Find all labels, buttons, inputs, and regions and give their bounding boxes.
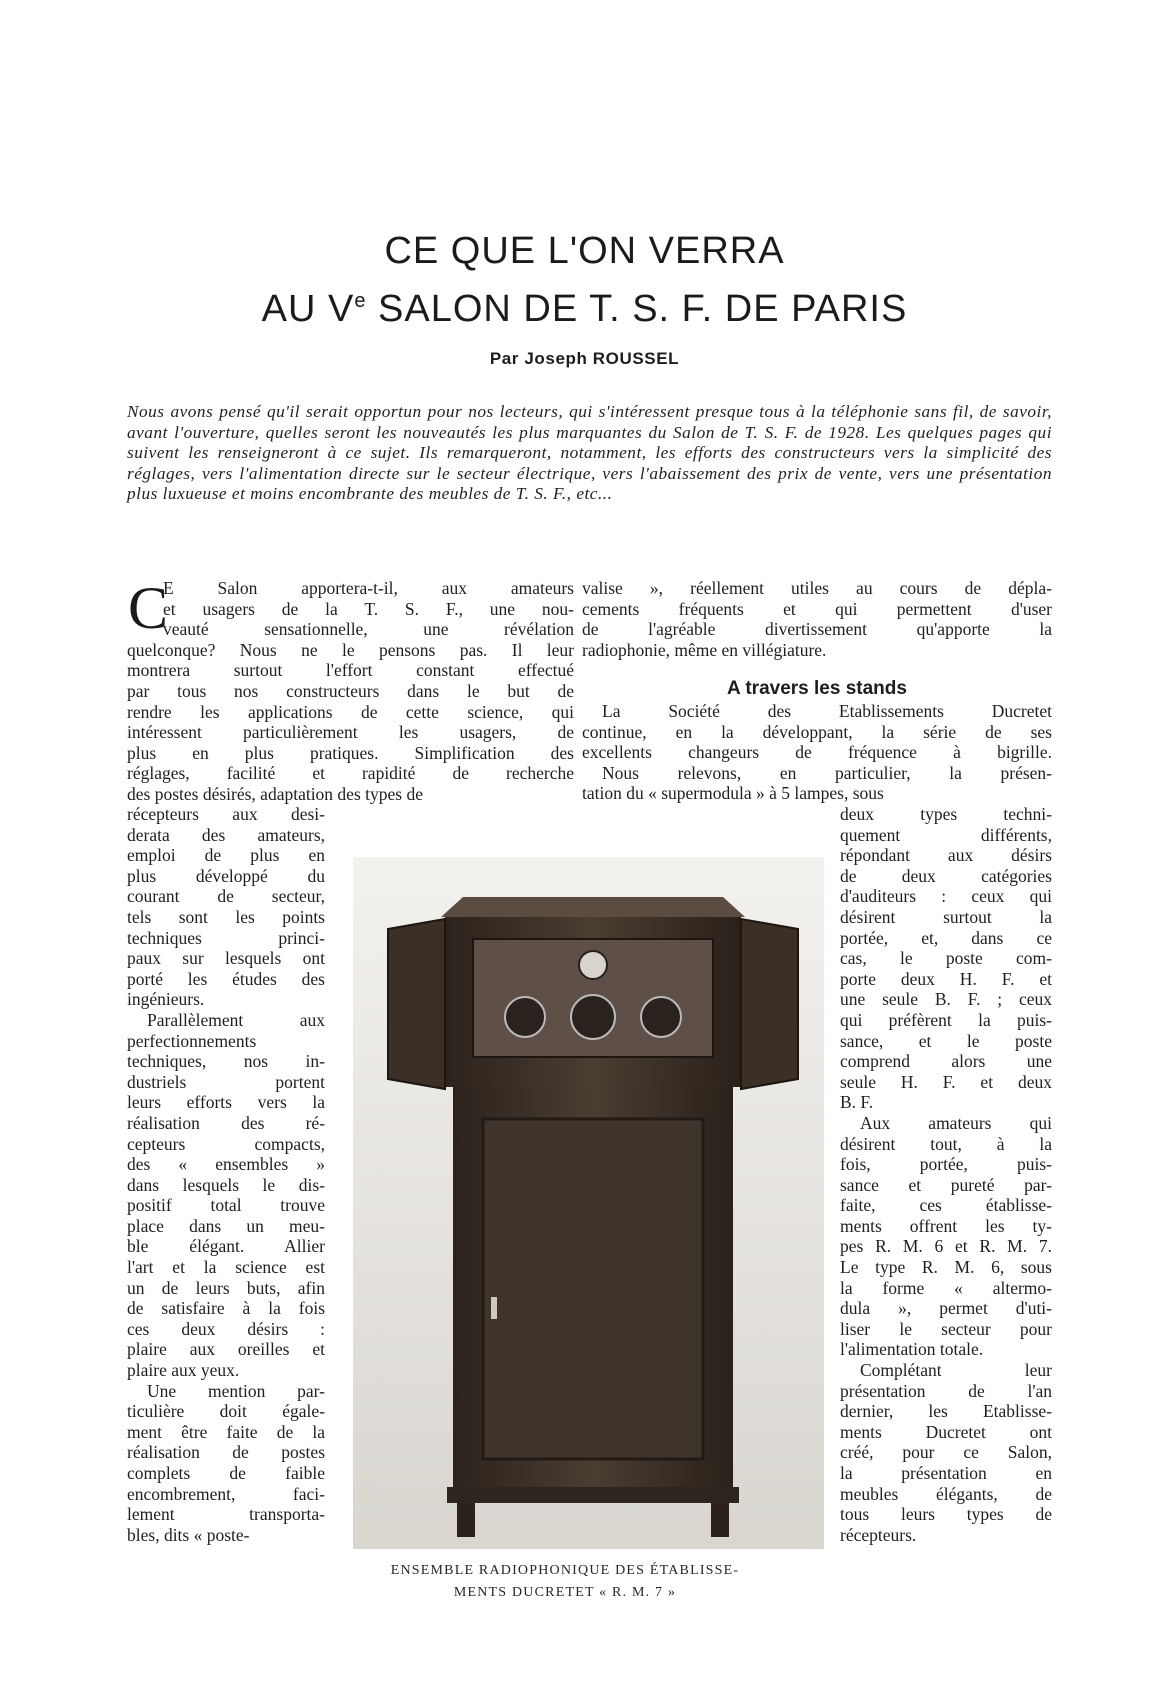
door-handle-icon <box>491 1297 497 1319</box>
text-line: tation du « supermodula » à 5 lampes, sous <box>582 783 884 804</box>
text-line: Aux amateurs qui <box>860 1112 1052 1133</box>
text-line: rendre les applications de cette science, qui <box>127 701 574 722</box>
text-line: techniques princi- <box>127 927 325 948</box>
cabinet-right-leg <box>711 1503 729 1537</box>
text-line: veauté sensationnelle, une révélation <box>163 619 574 640</box>
text-line: des postes désirés, adaptation des types de <box>127 783 423 804</box>
caption-line-1: ENSEMBLE RADIOPHONIQUE DES ÉTABLISSE- <box>390 1563 740 1578</box>
text-line: répondant aux désirs <box>840 845 1052 866</box>
text-line: continue, en la développant, la série de ses <box>582 721 1052 742</box>
intro-paragraph: Nous avons pensé qu'il serait opportun pour nos lecteurs, qui s'intéressent presque tous à la téléphonie sans fil, de savoir, avant l'ouverture, quelles seront les nouveautés les plus marquantes du Salon de T. S. F. de 1928. Les quelques pages qui suivent les renseigneront à ce sujet. Ils remarqueront, notamment, les efforts des constructeurs vers la simplicité des réglages, vers l'alimentation directe sur le secteur électrique, vers l'abaissement des prix de vente, vers une présentation plus luxueuse et moins encombrante des meubles de T. S. F., etc... <box>127 402 1052 504</box>
author-byline: Par Joseph ROUSSEL <box>489 349 680 368</box>
text-line: d'auditeurs : ceux qui <box>840 886 1052 907</box>
radio-cabinet-illustration <box>353 857 824 1549</box>
text-line: dernier, les Etablisse- <box>840 1401 1052 1422</box>
text-line: créé, pour ce Salon, <box>840 1442 1052 1463</box>
text-line: radiophonie, même en villégiature. <box>582 639 827 660</box>
radio-cabinet-photo <box>353 857 824 1549</box>
text-line: paux sur lesquels ont <box>127 948 325 969</box>
tuning-knob-left-icon <box>505 997 545 1037</box>
text-line: B. F. <box>840 1092 874 1113</box>
text-line: ments offrent les ty- <box>840 1215 1052 1236</box>
text-line: plus développé du <box>127 865 325 886</box>
text-line: dustriels portent <box>127 1071 325 1092</box>
text-line: réglages, facilité et rapidité de recherche <box>127 763 574 784</box>
cabinet-lid <box>441 897 745 917</box>
text-line: quelconque? Nous ne le pensons pas. Il leur <box>127 639 574 660</box>
text-line: qui préfèrent la puis- <box>840 1009 1052 1030</box>
meter-gauge-icon <box>579 951 607 979</box>
text-line: tels sont les points <box>127 906 325 927</box>
text-line: ment être faite de la <box>127 1421 325 1442</box>
text-line: dula », permet d'uti- <box>840 1298 1052 1319</box>
text-line: et usagers de la T. S. F., une nou- <box>163 598 574 619</box>
section-heading: A travers les stands <box>727 678 907 699</box>
text-line: techniques, nos in- <box>127 1051 325 1072</box>
text-line: plaire aux oreilles et <box>127 1339 325 1360</box>
column-1-narrow <box>127 804 325 1545</box>
text-line: perfectionnements <box>127 1030 257 1051</box>
text-line: récepteurs aux desi- <box>127 804 325 824</box>
text-line: de l'agréable divertissement qu'apporte la <box>582 619 1052 640</box>
text-line: pes R. M. 6 et R. M. 7. <box>840 1236 1052 1257</box>
text-line: fois, portée, puis- <box>840 1154 1052 1175</box>
text-line: Nous relevons, en particulier, la présen- <box>602 762 1052 783</box>
text-line: plus en plus pratiques. Simplification des <box>127 742 574 763</box>
text-line: lement transporta- <box>127 1504 325 1525</box>
text-line: présentation de l'an <box>840 1380 1052 1401</box>
text-line: porté les études des <box>127 968 325 989</box>
text-line: réalisation des ré- <box>127 1112 325 1133</box>
text-line: récepteurs. <box>840 1524 917 1545</box>
text-line: ticulière doit égale- <box>127 1401 325 1422</box>
text-line: tous leurs types de <box>840 1504 1052 1525</box>
text-line: excellents changeurs de fréquence à bigrille. <box>582 742 1052 763</box>
text-line: cements fréquents et qui permettent d'user <box>582 598 1052 619</box>
text-line: E Salon apportera-t-il, aux amateurs <box>163 578 574 598</box>
column-2-narrow <box>840 804 1052 1545</box>
text-line: faite, ces établisse- <box>840 1195 1052 1216</box>
text-line: complets de faible <box>127 1463 325 1483</box>
text-line: comprend alors une <box>840 1051 1052 1072</box>
photo-caption <box>335 1560 795 1604</box>
text-line: la forme « altermo- <box>840 1277 1052 1298</box>
text-line: désirent tout, à la <box>840 1133 1052 1154</box>
cabinet-left-door <box>388 919 445 1089</box>
text-line: de deux catégories <box>840 865 1052 886</box>
cabinet-lower-door <box>483 1119 703 1459</box>
text-line: ments Ducretet ont <box>840 1421 1052 1442</box>
text-line: deux types techni- <box>840 804 1052 824</box>
text-line: Une mention par- <box>147 1380 325 1401</box>
text-line: seule H. F. et deux <box>840 1071 1052 1092</box>
title-line-2-end: SALON DE T. S. F. DE PARIS <box>366 288 908 330</box>
text-line: ingénieurs. <box>127 989 205 1010</box>
text-line: un de leurs buts, afin <box>127 1277 325 1298</box>
text-line: quement différents, <box>840 824 1052 845</box>
text-line: courant de secteur, <box>127 886 325 907</box>
text-line: La Société des Etablissements Ducretet <box>602 701 1052 721</box>
column-2-middle <box>582 701 1052 804</box>
text-line: meubles élégants, de <box>840 1483 1052 1504</box>
text-line: sance, et le poste <box>840 1030 1052 1051</box>
text-line: sance et pureté par- <box>840 1174 1052 1195</box>
text-line: des « ensembles » <box>127 1154 325 1175</box>
text-line: valise », réellement utiles au cours de dépla- <box>582 578 1052 598</box>
text-line: cas, le poste com- <box>840 948 1052 969</box>
tuning-knob-right-icon <box>641 997 681 1037</box>
text-line: l'art et la science est <box>127 1257 325 1278</box>
title-line-2-start: AU V <box>261 288 355 330</box>
text-line: montrera surtout l'effort constant effectué <box>127 660 574 681</box>
text-line: ces deux désirs : <box>127 1318 325 1339</box>
text-line: intéressent particulièrement les usagers, de <box>127 722 574 743</box>
column-2-top <box>582 578 1052 660</box>
text-line: l'alimentation totale. <box>840 1339 984 1360</box>
column-1-top <box>127 575 574 805</box>
caption-line-2: MENTS DUCRETET « R. M. 7 » <box>453 1585 677 1600</box>
text-line: réalisation de postes <box>127 1442 325 1463</box>
text-line: Parallèlement aux <box>147 1009 325 1030</box>
article-title-line-2 <box>0 288 1169 331</box>
text-line: plaire aux yeux. <box>127 1360 240 1381</box>
text-line: porte deux H. F. et <box>840 968 1052 989</box>
text-line: de satisfaire à la fois <box>127 1298 325 1319</box>
text-line: leurs efforts vers la <box>127 1092 325 1113</box>
text-line: la présentation en <box>840 1463 1052 1483</box>
article-title-line-1: CE QUE L'ON VERRA <box>384 230 785 272</box>
text-line: encombrement, faci- <box>127 1483 325 1504</box>
text-line: portée, et, dans ce <box>840 927 1052 948</box>
text-line: emploi de plus en <box>127 845 325 866</box>
text-line: liser le secteur pour <box>840 1318 1052 1339</box>
text-line: Le type R. M. 6, sous <box>840 1257 1052 1278</box>
text-line: bles, dits « poste- <box>127 1524 250 1545</box>
text-line: Complétant leur <box>860 1360 1052 1381</box>
text-line: ble élégant. Allier <box>127 1236 325 1257</box>
text-line: par tous nos constructeurs dans le but de <box>127 680 574 701</box>
cabinet-base <box>447 1487 739 1503</box>
text-line: désirent surtout la <box>840 906 1052 927</box>
drop-cap: C <box>128 575 169 641</box>
cabinet-left-leg <box>457 1503 475 1537</box>
cabinet-right-door <box>741 919 798 1089</box>
text-line: place dans un meu- <box>127 1215 325 1236</box>
title-superscript: e <box>354 290 367 312</box>
text-line: cepteurs compacts, <box>127 1133 325 1154</box>
text-line: positif total trouve <box>127 1195 325 1216</box>
text-line: dans lesquels le dis- <box>127 1174 325 1195</box>
text-line: une seule B. F. ; ceux <box>840 989 1052 1010</box>
tuning-knob-center-icon <box>571 995 615 1039</box>
text-line: derata des amateurs, <box>127 824 325 845</box>
